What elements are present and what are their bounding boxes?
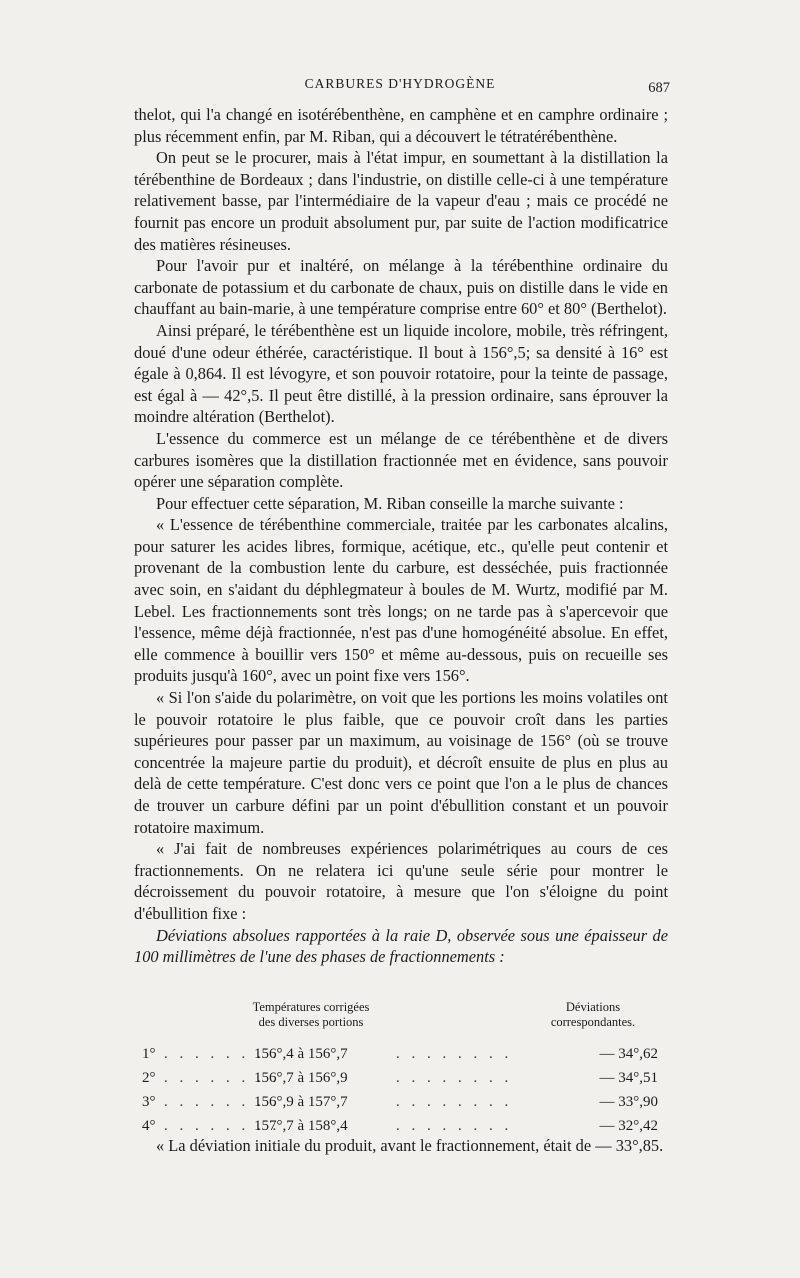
row-label: 3° [142, 1094, 156, 1110]
dot-leader: . . . . . . . . [164, 1118, 281, 1134]
column-header-line: Températures corrigées [252, 1000, 370, 1014]
page-header [0, 76, 800, 100]
paragraph: « L'essence de térébenthine commerciale, traitée par les carbonates alcalins, pour saturer les acides libres, formique, acétique, etc., qu'elle peut contenir et provenant de la combustion lente du carbure, est desséchée, puis fractionnée avec soin, en s'aidant du déphlegmateur à boules de M. Wurtz, modifié par M. Lebel. Les fractionnements sont très longs; on ne tarde pas à s'apercevoir que l'essence, même déjà fractionnée, n'est pas d'une homogénéité absolue. En effet, elle commence à bouillir vers 150° et même au-dessous, puis on recueille ses produits jusqu'à 160°, avec un point fixe vers 156°. [134, 515, 668, 686]
body-text [134, 104, 668, 968]
dot-leader: . . . . . . . . [396, 1070, 513, 1086]
row-temperature-range: 156°,7 à 156°,9 [254, 1070, 348, 1086]
row-deviation: — 32°,42 [599, 1118, 658, 1134]
closing-line: « La déviation initiale du produit, avant le fractionnement, était de — 33°,85. [156, 1136, 664, 1155]
row-label: 4° [142, 1118, 156, 1134]
paragraph: On peut se le procurer, mais à l'état impur, en soumettant à la distillation la térébenthine de Bordeaux ; dans l'industrie, on distille celle-ci à une température relativement basse, par l'intermédiaire de la vapeur d'eau ; mais ce procédé ne fournit pas encore un produit absolument pur, par suite de l'action modificatrice des matières résineuses. [134, 148, 668, 254]
table-row [134, 1066, 668, 1090]
dot-leader: . . . . . . . . [396, 1094, 513, 1110]
page-number: 687 [648, 80, 670, 96]
column-header-line: Déviations [565, 1000, 621, 1014]
column-header-temperatures [226, 1000, 396, 1030]
deviation-table [134, 1000, 668, 1138]
dot-leader: . . . . . . . . [164, 1070, 281, 1086]
dot-leader: . . . . . . . . [164, 1094, 281, 1110]
dot-leader: . . . . . . . . [164, 1046, 281, 1062]
paragraph: « Si l'on s'aide du polarimètre, on voit que les portions les moins volatiles ont le pouvoir rotatoire le plus faible, que ce pouvoir croît dans les parties supérieures pour passer par un maximum, au voisinage de 156° (où se trouve concentrée la majeure partie du produit), et décroît ensuite de plus en plus au delà de cette température. C'est donc vers ce point que l'on a le plus de chances de trouver un carbure défini par un point d'ébullition constant et un pouvoir rotatoire maximum. [134, 688, 668, 837]
table-row [134, 1090, 668, 1114]
row-deviation: — 34°,51 [599, 1070, 658, 1086]
running-head: CARBURES D'HYDROGÈNE [304, 76, 496, 91]
paragraph: Ainsi préparé, le térébenthène est un liquide incolore, mobile, très réfringent, doué d'une odeur éthérée, caractéristique. Il bout à 156°,5; sa densité à 16° est égale à 0,864. Il est lévogyre, et son pouvoir rotatoire, pour la teinte de passage, est égal à — 42°,5. Il peut être distillé, à la pression ordinaire, sans éprouver la moindre altération (Berthelot). [134, 320, 668, 427]
row-label: 2° [142, 1070, 156, 1086]
table-header [134, 1000, 668, 1042]
table-row [134, 1042, 668, 1066]
column-header-line: correspondantes. [550, 1015, 636, 1029]
column-header-deviations [518, 1000, 668, 1030]
paragraph: « J'ai fait de nombreuses expériences polarimétriques au cours de ces fractionnements. On ne relatera ici qu'une seule série pour montrer le décroissement du pouvoir rotatoire, à mesure que l'on s'éloigne du point d'ébullition fixe : [134, 839, 668, 923]
paragraph: Pour l'avoir pur et inaltéré, on mélange à la térébenthine ordinaire du carbonate de potassium et du carbonate de chaux, puis on distille dans le vide en chauffant au bain-marie, à une température comprise entre 60° et 80° (Berthelot). [134, 256, 668, 319]
paragraph: thelot, qui l'a changé en isotérébenthène, en camphène et en camphre ordinaire ; plus récemment enfin, par M. Riban, qui a découvert le tétratérébenthène. [134, 105, 668, 146]
row-deviation: — 33°,90 [599, 1094, 658, 1110]
row-temperature-range: 156°,4 à 156°,7 [254, 1046, 348, 1062]
row-deviation: — 34°,62 [599, 1046, 658, 1062]
paragraph: L'essence du commerce est un mélange de ce térébenthène et de divers carbures isomères que la distillation fractionnée met en évidence, sans pouvoir opérer une séparation complète. [134, 428, 668, 492]
dot-leader: . . . . . . . . [396, 1046, 513, 1062]
row-temperature-range: 157°,7 à 158°,4 [254, 1118, 348, 1134]
dot-leader: . . . . . . . . [396, 1118, 513, 1134]
paragraph: Pour effectuer cette séparation, M. Riban conseille la marche suivante : [156, 493, 624, 513]
row-temperature-range: 156°,9 à 157°,7 [254, 1094, 348, 1110]
column-header-line: des diverses portions [258, 1015, 364, 1029]
row-label: 1° [142, 1046, 156, 1062]
table-caption: Déviations absolues rapportées à la raie D, observée sous une épaisseur de 100 millimètres de l'une des phases de fractionnements : [134, 925, 668, 967]
